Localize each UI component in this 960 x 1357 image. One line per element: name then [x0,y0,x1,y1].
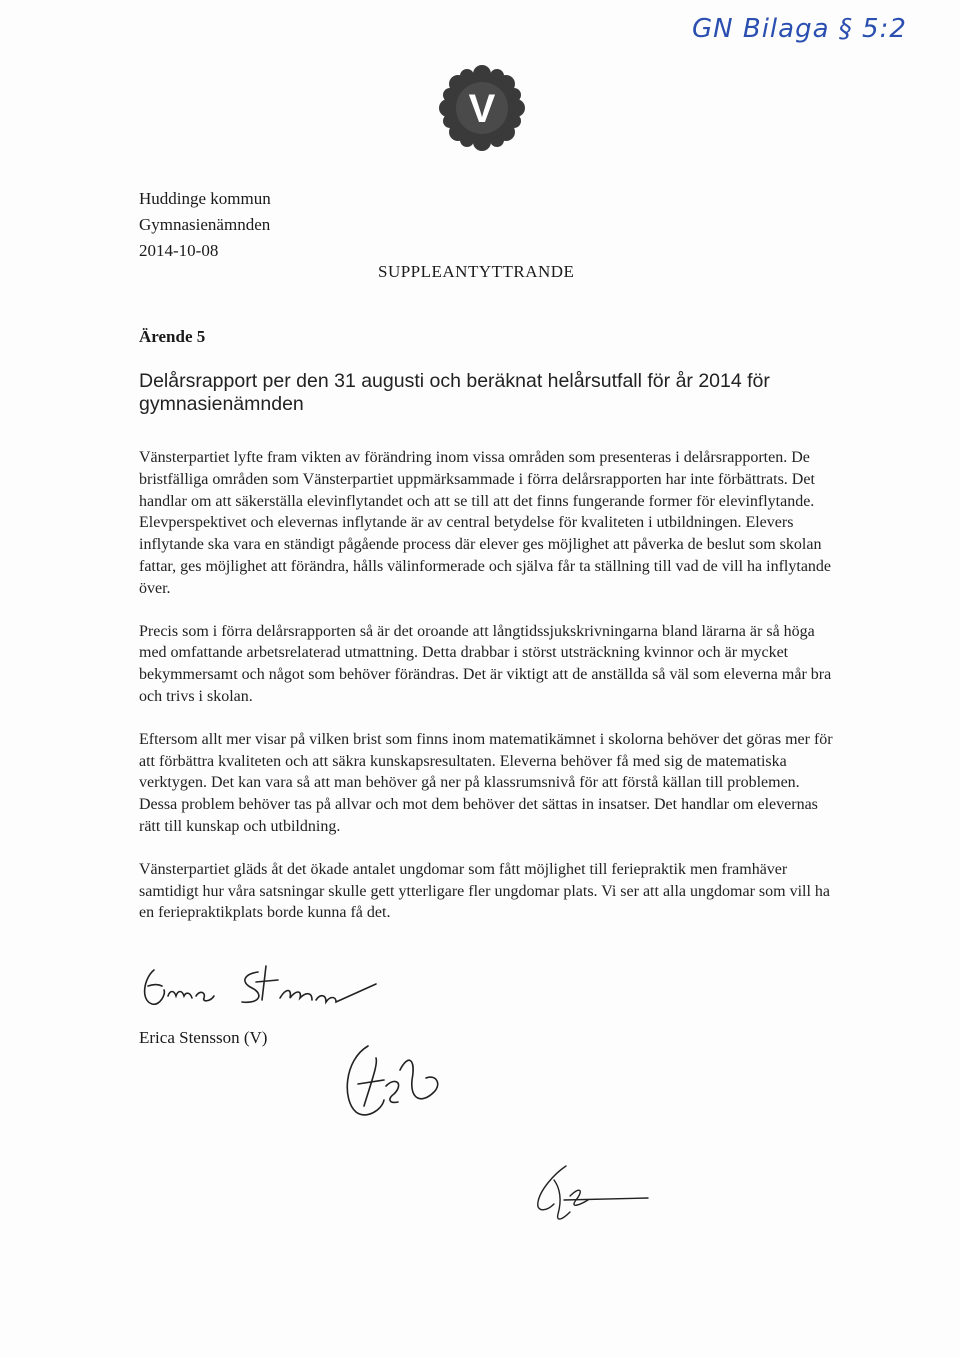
paragraph: Vänsterpartiet gläds åt det ökade antalet ungdomar som fått möjlighet till feriepraktik men framhäver samtidigt hur våra satsningar skulle gett ytterligare fler ungdomar plats. Vi ser att alla ungdomar som vill ha en feriepraktikplats borde kunna få det. [139,860,831,922]
body-text [139,447,839,945]
handwritten-initials [338,1040,448,1120]
logo-letter: V [468,87,496,131]
party-logo-icon [438,62,526,154]
municipality: Huddinge kommun [139,189,271,208]
signature-lettering: Erica Stensson [140,960,146,961]
paragraph: Precis som i förra delårsrapporten så är det oroande att långtidssjukskrivningarna bland lärarna är så höga med omfattande arbetsrelaterad utmattning. Detta drabbar i störst utsträckning kvinnor och är mycket bekymmersamt och något som behöver förändras. Det är viktigt att de anställda så väl som eleverna mår bra och trivs i skolan. [139,622,832,705]
case-label: Ärende 5 [139,327,206,346]
document-type: SUPPLEANTYTTRANDE [378,262,575,281]
handwritten-annotation: GN Bilaga § 5:2 [692,14,907,44]
committee: Gymnasienämnden [139,215,271,234]
page-title: Delårsrapport per den 31 augusti och beräknat helårsutfall för år 2014 för gymnasienämnden [139,370,770,415]
signer-name: Erica Stensson (V) [139,1028,268,1047]
sender-block [139,186,271,264]
paragraph: Vänsterpartiet lyfte fram vikten av förändring inom vissa områden som presenteras i delårsrapporten. De bristfälliga områden som Vänsterpartiet uppmärksammade i förra delårsrapporten har inte förbättrats. Det handlar om att säkerställa elevinflytandet och att se till att det finns fungerande former för elevinflytande. Elevperspektivet och elevernas inflytande är av central betydelse för kvaliteten i utbildningen. Elevers inflytande ska vara en ständigt pågående process där elever ges möjlighet att påverka de beslut som skolan fattar, ges möjlighet att förändra, hålls välinformerade och själva får ta ställning till vad de vill ha inflytande över. [139,449,832,597]
handwritten-initials [530,1160,650,1230]
paragraph: Eftersom allt mer visar på vilken brist som finns inom matematikämnet i skolorna behöver det göras mer för att förbättra kvaliteten och att säkra kunskapsresultaten. Eleverna behöver få med sig de matematiska verktygen. Det kan vara så att man behöver gå ner på klassrumsnivå för att förstå källan till problemen. Dessa problem behöver tas på allvar och mot dem behöver det sättas in insatser. Det handlar om elevernas rätt till kunskap och utbildning. [139,730,833,835]
handwritten-signature [140,960,380,1020]
document-date: 2014-10-08 [139,241,219,260]
